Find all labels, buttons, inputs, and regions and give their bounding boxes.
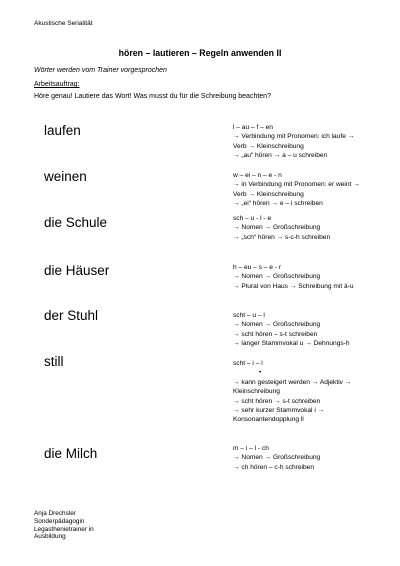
notes-weinen	[233, 171, 393, 209]
footer-line: Anja Drechsler	[34, 510, 76, 517]
note-line: → scht hören → s-t schreiben	[233, 397, 321, 405]
note-line: m – i – l - ch	[233, 445, 269, 452]
note-line: w – ei – n – e - n	[233, 172, 282, 179]
note-line: → langer Stammvokal u → Dehnungs-h	[233, 340, 350, 348]
footer-line: Legasthenietrainer in	[34, 525, 94, 533]
word-die-schule: die Schule	[44, 215, 108, 230]
word-der-stuhl: der Stuhl	[44, 308, 99, 323]
word-die-haeuser: die Häuser	[44, 263, 110, 278]
note-line: → kann gesteigert werden → Adjektiv →	[233, 378, 352, 386]
note-line: scht – i – l	[233, 360, 263, 367]
note-line: → „sch“ hören → s-c-h schreiben	[233, 233, 331, 241]
note-line: Verb → Kleinschreibung	[233, 190, 304, 198]
note-line: → in Verbindung mit Pronomen: er weint →	[233, 181, 360, 189]
word-still: still	[44, 354, 64, 369]
footer-line: Sonderpädagogin	[34, 517, 85, 525]
word-die-milch: die Milch	[44, 446, 98, 461]
note-line: scht – u – l	[233, 312, 265, 319]
notes-die-milch	[233, 444, 393, 472]
note-line: h – eu – s – e - r	[233, 264, 282, 271]
note-line: → Nomen → Großschreibung	[233, 273, 321, 281]
notes-still	[233, 359, 393, 425]
note-line: → „au“ hören → a – u schreiben	[233, 152, 328, 160]
page-header: Akustische Serialität	[34, 20, 93, 27]
notes-die-schule	[233, 214, 393, 242]
note-line: l – au – f – en	[233, 124, 273, 131]
worksheet-subtitle: Wörter werden vom Trainer vorgesprochen	[34, 67, 167, 74]
word-weinen: weinen	[44, 169, 87, 184]
note-line: → Nomen → Großschreibung	[233, 454, 321, 462]
note-line: Konsonantendopplung ll	[233, 416, 304, 424]
note-line: → Verbindung mit Pronomen: ich laufe →	[233, 133, 355, 141]
note-line: → Nomen → Großschreibung	[233, 321, 321, 329]
notes-die-haeuser	[233, 263, 393, 291]
note-line: → Plural von Haus → Schreibung mit ä-u	[233, 282, 354, 290]
note-line: → Nomen → Großschreibung	[233, 224, 321, 232]
task-instruction: Höre genau! Lautiere das Wort! Was musst du für die Schreibung beachten?	[34, 93, 271, 100]
bullet-icon: •	[259, 369, 262, 377]
note-line: → scht hören – s-t schreiben	[233, 330, 318, 338]
word-laufen: laufen	[44, 123, 81, 138]
footer-line: Ausbildung	[34, 533, 66, 541]
note-line: Verb → Kleinschreibung	[233, 142, 304, 150]
worksheet-title: hören – lautieren – Regeln anwenden II	[118, 48, 282, 58]
note-line: → „ei“ hören → e – i schreiben	[233, 200, 323, 208]
author-footer	[34, 510, 94, 541]
note-line: sch – u - l - e	[233, 215, 272, 222]
note-line: → sehr kurzer Stammvokal i →	[233, 407, 325, 415]
note-line: → ch hören – c-h schreiben	[233, 463, 314, 471]
task-label: Arbeitsauftrag:	[34, 81, 80, 88]
notes-laufen	[233, 123, 393, 161]
notes-der-stuhl	[233, 311, 393, 349]
note-line: Kleinschreibung	[233, 388, 280, 396]
